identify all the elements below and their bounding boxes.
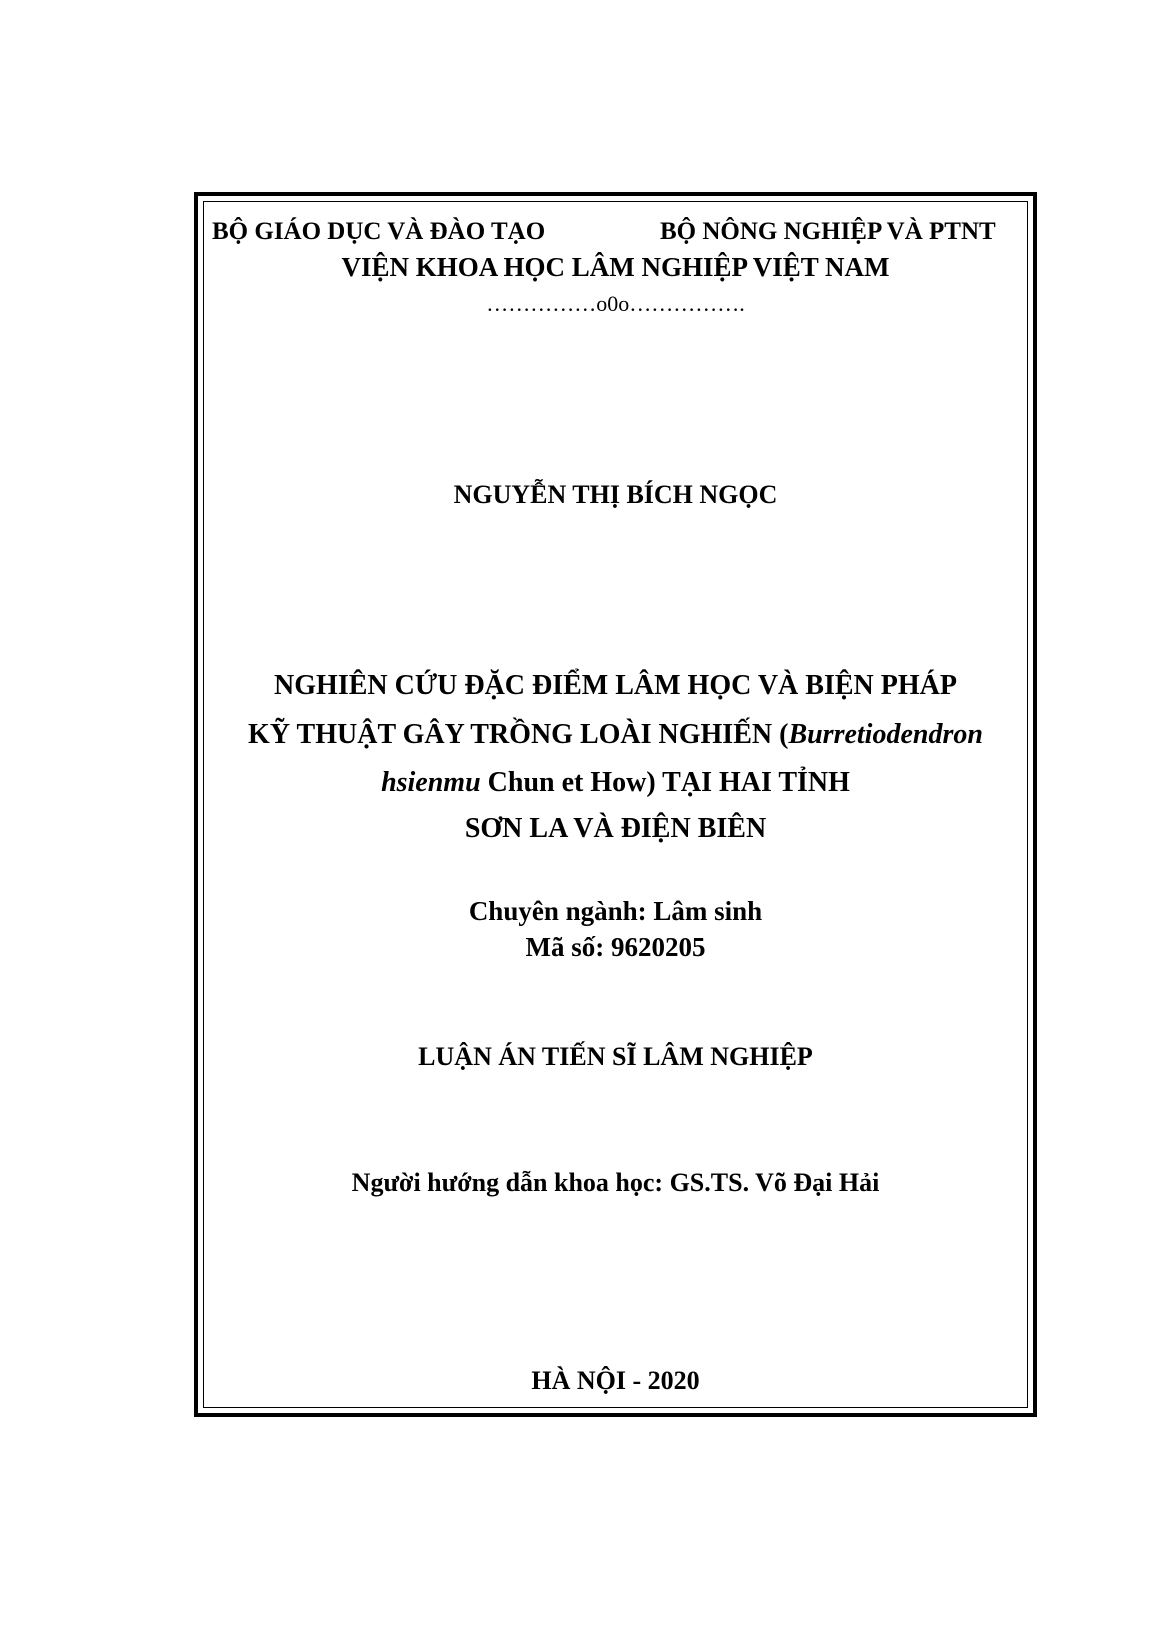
degree-type: LUẬN ÁN TIẾN SĨ LÂM NGHIỆP [418,1042,813,1071]
species-epithet: hsienmu [381,767,481,798]
ministry-education: BỘ GIÁO DỤC VÀ ĐÀO TẠO [212,218,546,245]
ministry-agriculture: BỘ NÔNG NGHIỆP VÀ PTNT [660,218,996,245]
thesis-title-line-3 [203,769,1028,797]
title-line-2-text: KỸ THUẬT GÂY TRỒNG LOÀI NGHIẾN ( [248,719,789,750]
ornament-divider: ……………o0o……………. [486,291,745,316]
major-field: Chuyên ngành: Lâm sinh [468,896,763,926]
thesis-title-line-4: SƠN LA VÀ ĐIỆN BIÊN [464,813,767,844]
major-code: Mã số: 9620205 [525,932,706,962]
thesis-title-line-2 [203,721,1028,749]
inner-border [203,201,1028,1408]
title-line-3-text: Chun et How) TẠI HAI TỈNH [480,767,850,798]
institute-name: VIỆN KHOA HỌC LÂM NGHIỆP VIỆT NAM [341,252,890,282]
supervisor: Người hướng dẫn khoa học: GS.TS. Võ Đại Hải [351,1168,880,1197]
thesis-title-line-1: NGHIÊN CỨU ĐẶC ĐIỂM LÂM HỌC VÀ BIỆN PHÁP [274,670,957,701]
species-genus: Burretiodendron [788,719,983,750]
place-year: HÀ NỘI - 2020 [531,1366,700,1395]
author-name: NGUYỄN THỊ BÍCH NGỌC [453,480,778,509]
